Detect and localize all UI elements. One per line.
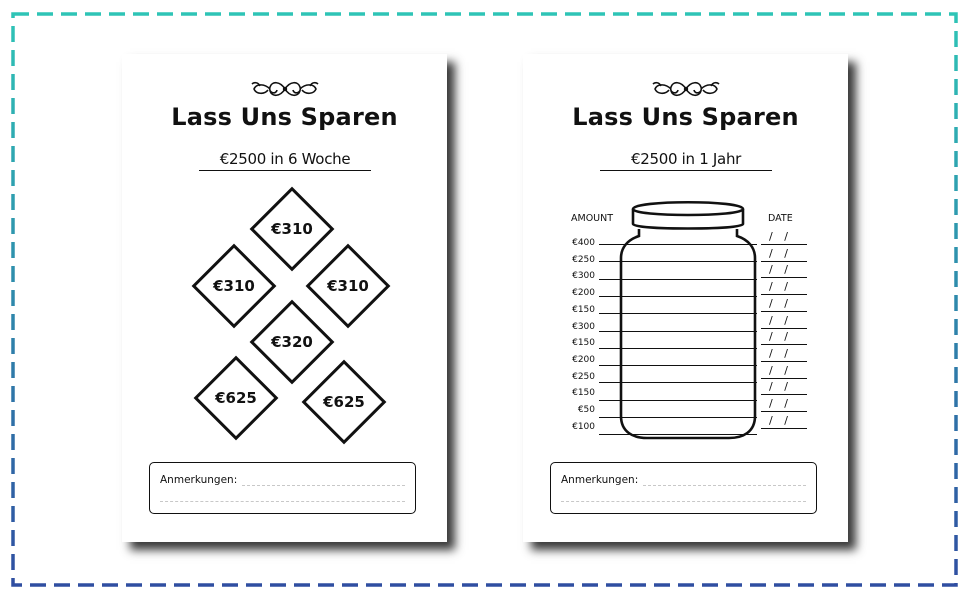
notes-label: Anmerkungen: [160, 474, 238, 486]
date-line[interactable] [761, 378, 807, 379]
jar-amount-label: €300 [572, 271, 595, 282]
date-placeholder: / / [769, 330, 792, 344]
date-placeholder: / / [769, 246, 792, 260]
jar-amount-label: €150 [572, 338, 595, 349]
jar-amount-label: €50 [577, 405, 595, 415]
date-line[interactable] [761, 428, 807, 429]
date-line[interactable] [761, 411, 807, 412]
right-planner-page [523, 54, 848, 542]
page-title: Lass Uns Sparen [572, 103, 799, 131]
date-line[interactable] [761, 277, 807, 278]
floral-ornament-icon [651, 78, 721, 100]
diamond-amount: €310 [327, 277, 369, 295]
date-line[interactable] [761, 344, 807, 345]
date-placeholder: / / [769, 363, 792, 377]
diamond-amount: €625 [323, 393, 365, 411]
date-placeholder: / / [769, 296, 792, 310]
left-planner-page [122, 54, 447, 542]
jar-amount-line[interactable] [599, 261, 757, 262]
jar-amount-line[interactable] [599, 313, 757, 314]
date-placeholder: / / [769, 230, 792, 243]
jar-amount-line[interactable] [599, 382, 757, 383]
diamond-amount: €310 [213, 277, 255, 295]
notes-line [561, 501, 806, 502]
savings-jar-icon [613, 196, 763, 441]
date-placeholder: / / [769, 346, 792, 360]
date-line[interactable] [761, 361, 807, 362]
diamond-amount: €625 [215, 389, 257, 407]
jar-amount-line[interactable] [599, 331, 757, 332]
jar-amount-label: €150 [572, 388, 595, 399]
notes-line [242, 485, 405, 486]
date-line[interactable] [761, 394, 807, 395]
date-placeholder: / / [769, 380, 792, 394]
date-placeholder: / / [769, 263, 792, 277]
date-placeholder: / / [769, 313, 792, 327]
date-line[interactable] [761, 294, 807, 295]
date-line[interactable] [761, 261, 807, 262]
date-line[interactable] [761, 328, 807, 329]
page-title: Lass Uns Sparen [171, 103, 398, 131]
jar-amount-line[interactable] [599, 417, 757, 418]
diamond-amount: €310 [271, 220, 313, 238]
jar-amount-label: €150 [572, 304, 595, 315]
jar-amount-line[interactable] [599, 348, 757, 349]
jar-amount-line[interactable] [599, 244, 757, 245]
notes-box[interactable] [550, 462, 817, 514]
notes-label: Anmerkungen: [561, 474, 639, 486]
jar-amount-line[interactable] [599, 434, 757, 435]
floral-ornament-icon [250, 78, 320, 100]
notes-box[interactable] [149, 462, 416, 514]
jar-amount-label: €200 [572, 354, 595, 365]
diamond-amount: €320 [271, 333, 313, 351]
jar-amount-line[interactable] [599, 296, 757, 297]
jar-amount-line[interactable] [599, 400, 757, 401]
savings-goal-subtitle: €2500 in 1 Jahr [600, 150, 772, 171]
date-line[interactable] [761, 311, 807, 312]
date-placeholder: / / [769, 280, 792, 294]
jar-amount-line[interactable] [599, 365, 757, 366]
jar-amount-label: €400 [572, 238, 595, 248]
jar-amount-label: €100 [572, 421, 595, 432]
date-placeholder: / / [769, 397, 792, 410]
jar-amount-label: €300 [572, 321, 595, 332]
date-placeholder: / / [769, 413, 792, 427]
date-line[interactable] [761, 244, 807, 245]
amount-header: AMOUNT [571, 213, 614, 224]
jar-amount-line[interactable] [599, 279, 757, 280]
jar-amount-label: €250 [572, 254, 595, 265]
jar-amount-label: €200 [572, 288, 595, 299]
savings-goal-subtitle: €2500 in 6 Woche [199, 150, 371, 171]
date-header: DATE [768, 213, 793, 224]
jar-amount-label: €250 [572, 371, 595, 382]
notes-line [643, 485, 806, 486]
notes-line [160, 501, 405, 502]
